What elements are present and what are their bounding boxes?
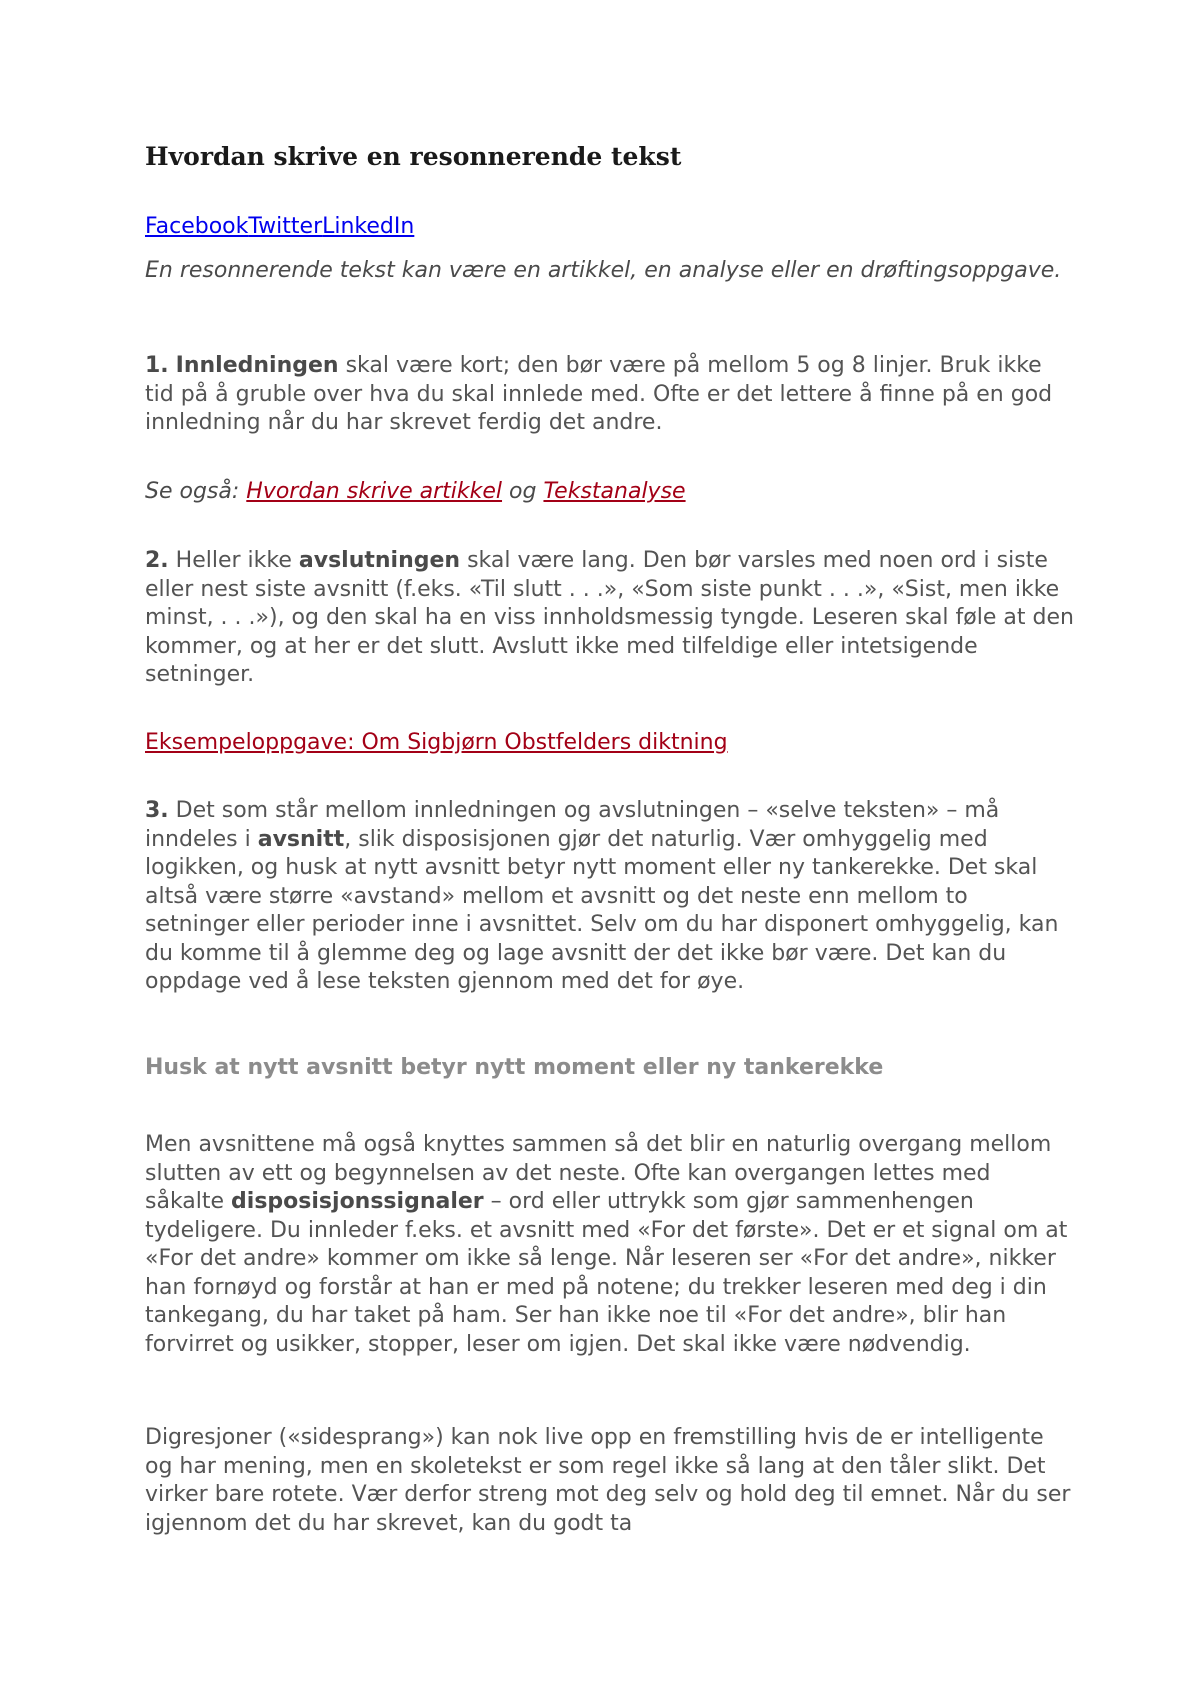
section-1-keyword: Innledningen	[175, 353, 339, 378]
section-5-text: Digresjoner («sidesprang») kan nok live opp en fremstilling hvis de er intelligente og har mening, men en skoletekst er som regel ikke så lang at den tåler slikt. Det virker bare rotete. Vær derfor streng mot deg selv og hold deg til emnet. Når du ser igjennom det du har skrevet, kan du godt ta	[145, 1425, 1071, 1536]
link-tekstanalyse[interactable]: Tekstanalyse	[543, 479, 686, 504]
facebook-link[interactable]: Facebook	[145, 214, 249, 239]
section-2-number: 2.	[145, 548, 169, 573]
example-task-link[interactable]: Eksempeloppgave: Om Sigbjørn Obstfelders diktning	[145, 730, 728, 755]
link-hvordan-skrive-artikkel[interactable]: Hvordan skrive artikkel	[246, 479, 503, 504]
twitter-link[interactable]: Twitter	[248, 214, 323, 239]
see-also-connector: og	[502, 479, 544, 504]
section-subheading: Husk at nytt avsnitt betyr nytt moment eller ny tankerekke	[145, 1055, 884, 1080]
section-3-paragraph	[145, 797, 1075, 997]
section-4-paragraph	[145, 1131, 1075, 1359]
section-4-keyword: disposisjonssignaler	[231, 1189, 484, 1214]
section-1-paragraph	[145, 352, 1075, 438]
section-3-keyword: avsnitt	[257, 826, 345, 852]
section-1-number: 1.	[145, 353, 169, 378]
intro-line-1: En resonnerende tekst kan være en artikkel, en analyse eller en drøftingsoppgave.	[145, 258, 1062, 283]
see-also-prefix: Se også:	[145, 479, 247, 504]
section-4-text-after: – ord eller uttrykk som gjør sammenhengen tydeligere. Du innleder f.eks. et avsnitt med «For det første». Det er et signal om at «For det andre» kommer om ikke så lenge. Når leseren ser «For det andre», nikker han fornøyd og forstår at han er med på notene; du trekker leseren med deg i din tankegang, du har taket på ham. Ser han ikke noe til «For det andre», blir han forvirret og usikker, stopper, leser om igjen. Det skal ikke være nødvendig.	[145, 1189, 1068, 1357]
page-title: Hvordan skrive en resonnerende tekst	[145, 142, 682, 171]
section-3-number: 3.	[145, 798, 169, 823]
section-2-text-after: skal være lang. Den bør varsles med noen ord i siste eller nest siste avsnitt (f.eks. «Til slutt . . .», «Som siste punkt . . .», «Sist, men ikke minst, . . .»), og den skal ha en viss innholdsmessig tyngde. Leseren skal føle at den kommer, og at her er det slutt. Avslutt ikke med tilfeldige eller intetsigende setninger.	[145, 548, 1074, 687]
see-also-line	[145, 478, 686, 507]
example-line	[145, 729, 728, 758]
section-5-paragraph	[145, 1424, 1075, 1538]
share-links	[145, 213, 414, 242]
section-2-keyword: avslutningen	[298, 548, 461, 573]
intro-paragraph	[145, 257, 1061, 286]
section-4-text-before: Men avsnittene må også knyttes sammen så det blir en naturlig overgang mellom slutten av ett og begynnelsen av det neste. Ofte kan overgangen lettes med såkalte	[145, 1132, 1052, 1214]
linkedin-link[interactable]: LinkedIn	[322, 214, 415, 239]
section-3-text-after: , slik disposisjonen gjør det naturlig. Vær omhyggelig med logikken, og husk at nytt avsnitt betyr nytt moment eller ny tankerekke. Det skal altså være større «avstand» mellom et avsnitt og det neste enn mellom to setninger eller perioder inne i avsnittet. Selv om du har disponert omhyggelig, kan du komme til å glemme deg og lage avsnitt der det ikke bør være. Det kan du oppdage ved å lese teksten gjennom med det for øye.	[145, 826, 1059, 994]
section-2-paragraph	[145, 547, 1075, 690]
section-2-text-before: Heller ikke	[168, 548, 299, 573]
section-1-text: skal være kort; den bør være på mellom 5 og 8 linjer. Bruk ikke tid på å gruble over hva du skal innlede med. Ofte er det lettere å finne på en god innledning når du har skrevet ferdig det andre.	[145, 353, 1053, 435]
section-3-text-before: Det som står mellom innledningen og avslutningen – «selve teksten» – må inndeles i	[145, 798, 1000, 852]
